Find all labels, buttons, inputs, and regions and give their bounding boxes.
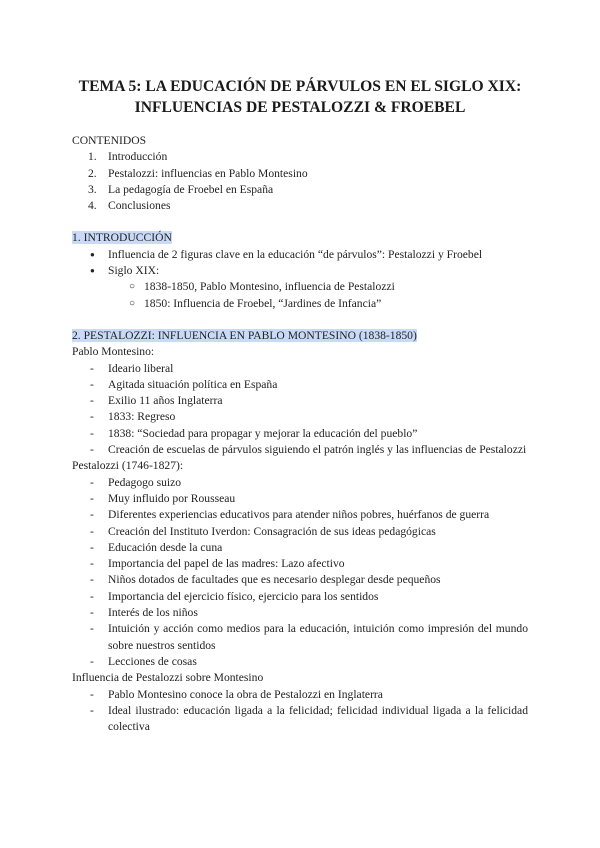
dash-icon: - — [90, 654, 94, 668]
dash-icon: - — [90, 361, 94, 375]
sub-list-item: ○ 1838-1850, Pablo Montesino, influencia de Pestalozzi — [72, 279, 528, 295]
influence-label: Influencia de Pestalozzi sobre Montesino — [72, 671, 264, 685]
contents-item: 3. La pedagogía de Froebel en España — [88, 182, 274, 196]
dash-icon: - — [90, 589, 94, 603]
dash-icon: - — [90, 622, 94, 636]
bullet-icon: ● — [90, 266, 95, 276]
montesino-label: Pablo Montesino: — [72, 345, 155, 359]
title-line-1: TEMA 5: LA EDUCACIÓN DE PÁRVULOS EN EL SIGLO XIX: — [78, 78, 522, 95]
list-item: - Muy influido por Rousseau — [72, 491, 528, 507]
list-item: - Niños dotados de facultades que es necesario desplegar desde pequeños — [72, 572, 528, 588]
contents-item: 4. Conclusiones — [88, 199, 171, 213]
hollow-bullet-icon: ○ — [129, 297, 136, 309]
list-item: - Educación desde la cuna — [72, 540, 528, 556]
list-item: ● Siglo XIX: — [72, 263, 528, 279]
list-item: - Pedagogo suizo — [72, 475, 528, 491]
list-item: - Agitada situación política en España — [72, 377, 528, 393]
dash-icon: - — [90, 687, 94, 701]
list-item: - 1838: “Sociedad para propagar y mejorar la educación del pueblo” — [72, 426, 528, 442]
contents-heading: CONTENIDOS — [72, 134, 147, 147]
list-item: - 1833: Regreso — [72, 409, 528, 425]
dash-icon: - — [90, 508, 94, 522]
dash-icon: - — [90, 606, 94, 620]
dash-icon: - — [90, 540, 94, 554]
list-item: - Creación de escuelas de párvulos siguiendo el patrón inglés y las influencias de Pestalozzi — [72, 442, 528, 458]
list-item: ● Influencia de 2 figuras clave en la educación “de párvulos”: Pestalozzi y Froebel — [72, 247, 528, 263]
dash-icon: - — [90, 524, 94, 538]
list-item: - Interés de los niños — [72, 605, 528, 621]
list-item: - Ideal ilustrado: educación ligada a la felicidad; felicidad individual ligada a la felicidad colectiva — [90, 703, 528, 734]
list-item: - Importancia del papel de las madres: Lazo afectivo — [72, 556, 528, 572]
list-item: - Intuición y acción como medios para la educación, intuición como impresión del mundo sobre nuestros sentidos — [90, 622, 528, 652]
dash-icon: - — [90, 573, 94, 587]
list-item: - Pablo Montesino conoce la obra de Pestalozzi en Inglaterra — [72, 687, 528, 703]
list-item: - Diferentes experiencias educativos para atender niños pobres, huérfanos de guerra — [72, 507, 528, 523]
contents-item: 2. Pestalozzi: influencias en Pablo Montesino — [88, 166, 308, 180]
title-line-2: INFLUENCIAS DE PESTALOZZI & FROEBEL — [134, 99, 466, 116]
list-item: - Creación del Instituto Iverdon: Consagración de sus ideas pedagógicas — [72, 524, 528, 540]
dash-icon: - — [90, 443, 94, 457]
bullet-icon: ● — [90, 249, 95, 259]
pestalozzi-label: Pestalozzi (1746-1827): — [72, 459, 184, 473]
list-item: - Importancia del ejercicio físico, ejercicio para los sentidos — [72, 589, 528, 605]
document-title — [60, 76, 540, 118]
sub-list-item: ○ 1850: Influencia de Froebel, “Jardines de Infancia” — [72, 296, 528, 312]
section-2-heading: 2. PESTALOZZI: INFLUENCIA EN PABLO MONTESINO (1838-1850) — [72, 328, 417, 342]
dash-icon: - — [90, 377, 94, 391]
list-item: - Lecciones de cosas — [72, 654, 528, 670]
dash-icon: - — [90, 475, 94, 489]
dash-icon: - — [90, 491, 94, 505]
dash-icon: - — [90, 426, 94, 440]
contents-item: 1. Introducción — [88, 150, 168, 164]
hollow-bullet-icon: ○ — [129, 281, 136, 293]
dash-icon: - — [90, 703, 94, 717]
dash-icon: - — [90, 394, 94, 408]
list-item: - Exilio 11 años Inglaterra — [72, 393, 528, 409]
document-body — [72, 133, 528, 735]
dash-icon: - — [90, 557, 94, 571]
section-1-heading: 1. INTRODUCCIÓN — [72, 231, 172, 245]
list-item: - Ideario liberal — [72, 361, 528, 377]
dash-icon: - — [90, 410, 94, 424]
